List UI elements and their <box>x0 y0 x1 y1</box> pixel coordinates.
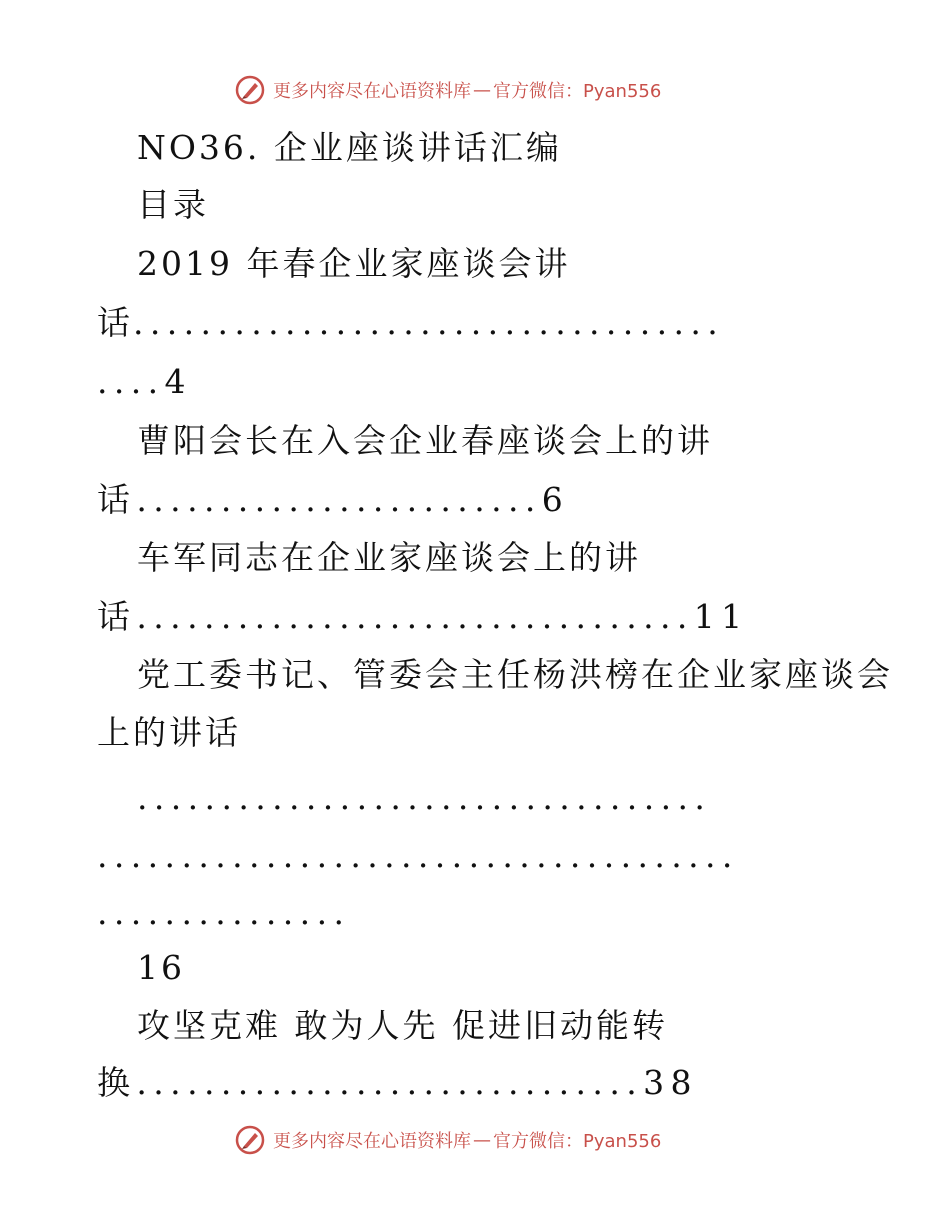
toc-entry-4-page: 16 <box>137 948 185 987</box>
toc-entry-1-dots: ................................... <box>133 303 725 342</box>
watermark-wechat: 官方微信：Pyan556 <box>493 81 662 102</box>
watermark-footer <box>235 1122 661 1158</box>
watermark-dash: — <box>473 79 491 101</box>
watermark-dash: — <box>473 1129 491 1151</box>
toc-heading: 目录 <box>137 185 209 224</box>
toc-entry-4-dots-2: ...................................... <box>97 836 739 875</box>
pen-logo-icon <box>235 75 265 105</box>
document-title: NO36. 企业座谈讲话汇编 <box>137 128 562 167</box>
watermark-text: 更多内容尽在心语资料库 <box>273 1131 471 1152</box>
toc-entry-1-title: 2019 年春企业家座谈会讲 <box>137 244 571 283</box>
toc-entry-3-title: 车军同志在企业家座谈会上的讲 <box>137 538 641 577</box>
toc-entry-4-title: 党工委书记、管委会主任杨洪榜在企业家座谈会 <box>137 655 893 694</box>
watermark-header <box>235 72 661 108</box>
toc-entry-2-leader: 话........................6 <box>97 480 570 519</box>
toc-entry-4-dots-3: ............... <box>97 893 351 932</box>
toc-entry-1-leader <box>97 303 724 343</box>
pen-logo-icon <box>235 1125 265 1155</box>
toc-entry-1-prefix: 话 <box>97 303 133 342</box>
watermark-wechat: 官方微信：Pyan556 <box>493 1131 662 1152</box>
toc-entry-2-title: 曹阳会长在入会企业春座谈会上的讲 <box>137 421 713 460</box>
toc-entry-5-title: 攻坚克难 敢为人先 促进旧动能转 <box>137 1006 668 1045</box>
toc-entry-4-dots-1: .................................. <box>137 778 712 817</box>
toc-entry-4-title-cont: 上的讲话 <box>97 713 241 752</box>
watermark-text: 更多内容尽在心语资料库 <box>273 81 471 102</box>
toc-entry-5-leader: 换..............................38 <box>97 1063 698 1102</box>
toc-entry-3-leader: 话.................................11 <box>97 597 749 636</box>
toc-entry-1-page: ....4 <box>97 362 192 401</box>
